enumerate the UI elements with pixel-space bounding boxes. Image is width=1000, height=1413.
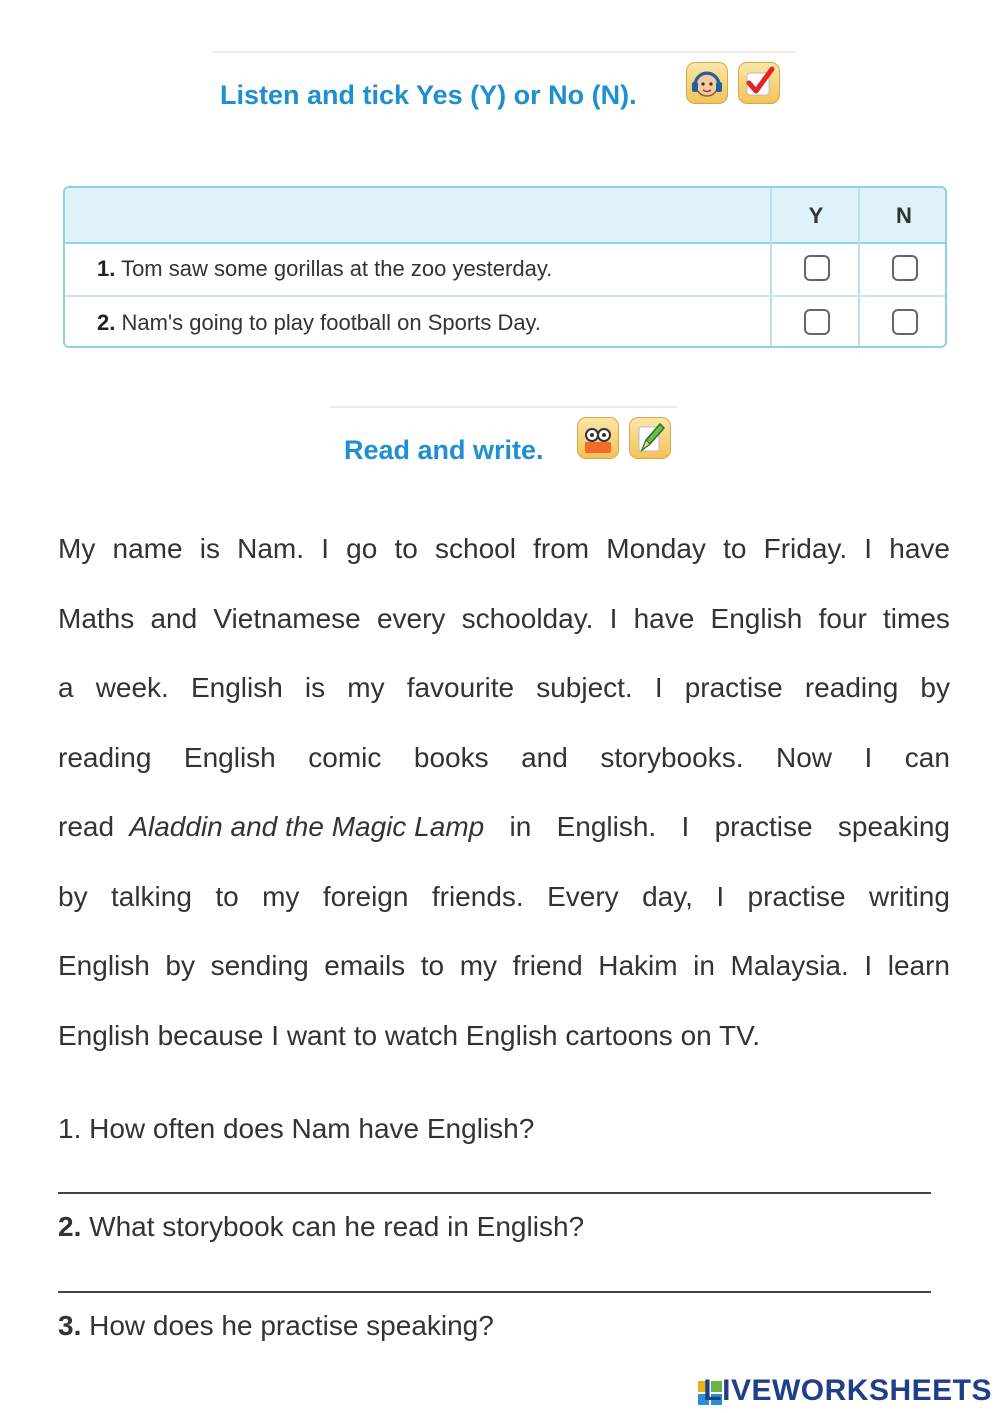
question-3: 3. How does he practise speaking? [58,1310,494,1341]
passage-line: a week. English is my favourite subject. I practise reading by [58,672,950,703]
reading-passage [58,514,950,1070]
brand-wordmark: LIVEWORKSHEETS [703,1374,992,1407]
passage-line: English because I want to watch English cartoons on TV. [58,1019,760,1051]
pencil-icon [629,417,671,459]
answer-line-1[interactable] [58,1192,931,1194]
section-divider [212,51,796,53]
question-1: 1. How often does Nam have English? [58,1113,535,1144]
passage-line: Maths and Vietnamese every schoolday. I have English four times [58,602,950,634]
section-divider [330,406,677,408]
passage-line: My name is Nam. I go to school from Monday to Friday. I have [58,533,950,564]
checkmark-icon [738,62,780,104]
passage-line: reading English comic books and storybooks. Now I can [58,741,950,773]
column-divider [858,188,860,346]
column-header-yes: Y [808,203,824,228]
column-header-no: N [896,203,912,228]
table-header [65,188,945,244]
checkbox-no[interactable] [892,309,918,335]
book-title: Aladdin and the Magic Lamp [129,811,485,842]
table-row [65,243,945,297]
question-2: 2. What storybook can he read in English? [58,1211,585,1242]
passage-line: read Aladdin and the Magic Lamp in English. I practise speaking [58,792,950,862]
headphones-icon [686,62,728,104]
section-title-read-write: Read and write. [344,435,544,465]
statement-text: 2. Nam's going to play football on Sports Day. [97,310,542,335]
table-row [65,297,945,348]
answer-line-2[interactable] [58,1291,931,1293]
passage-line: English by sending emails to my friend Hakim in Malaysia. I learn [58,950,950,981]
passage-line: by talking to my foreign friends. Every day, I practise writing [58,880,950,912]
yes-no-table [63,186,947,348]
checkbox-no[interactable] [892,255,918,281]
section-title-listen: Listen and tick Yes (Y) or No (N). [220,80,637,110]
statement-text: 1. Tom saw some gorillas at the zoo yesterday. [97,256,553,281]
checkbox-yes[interactable] [804,255,830,281]
checkbox-yes[interactable] [804,309,830,335]
column-divider [770,188,772,346]
reading-glasses-icon [577,417,619,459]
